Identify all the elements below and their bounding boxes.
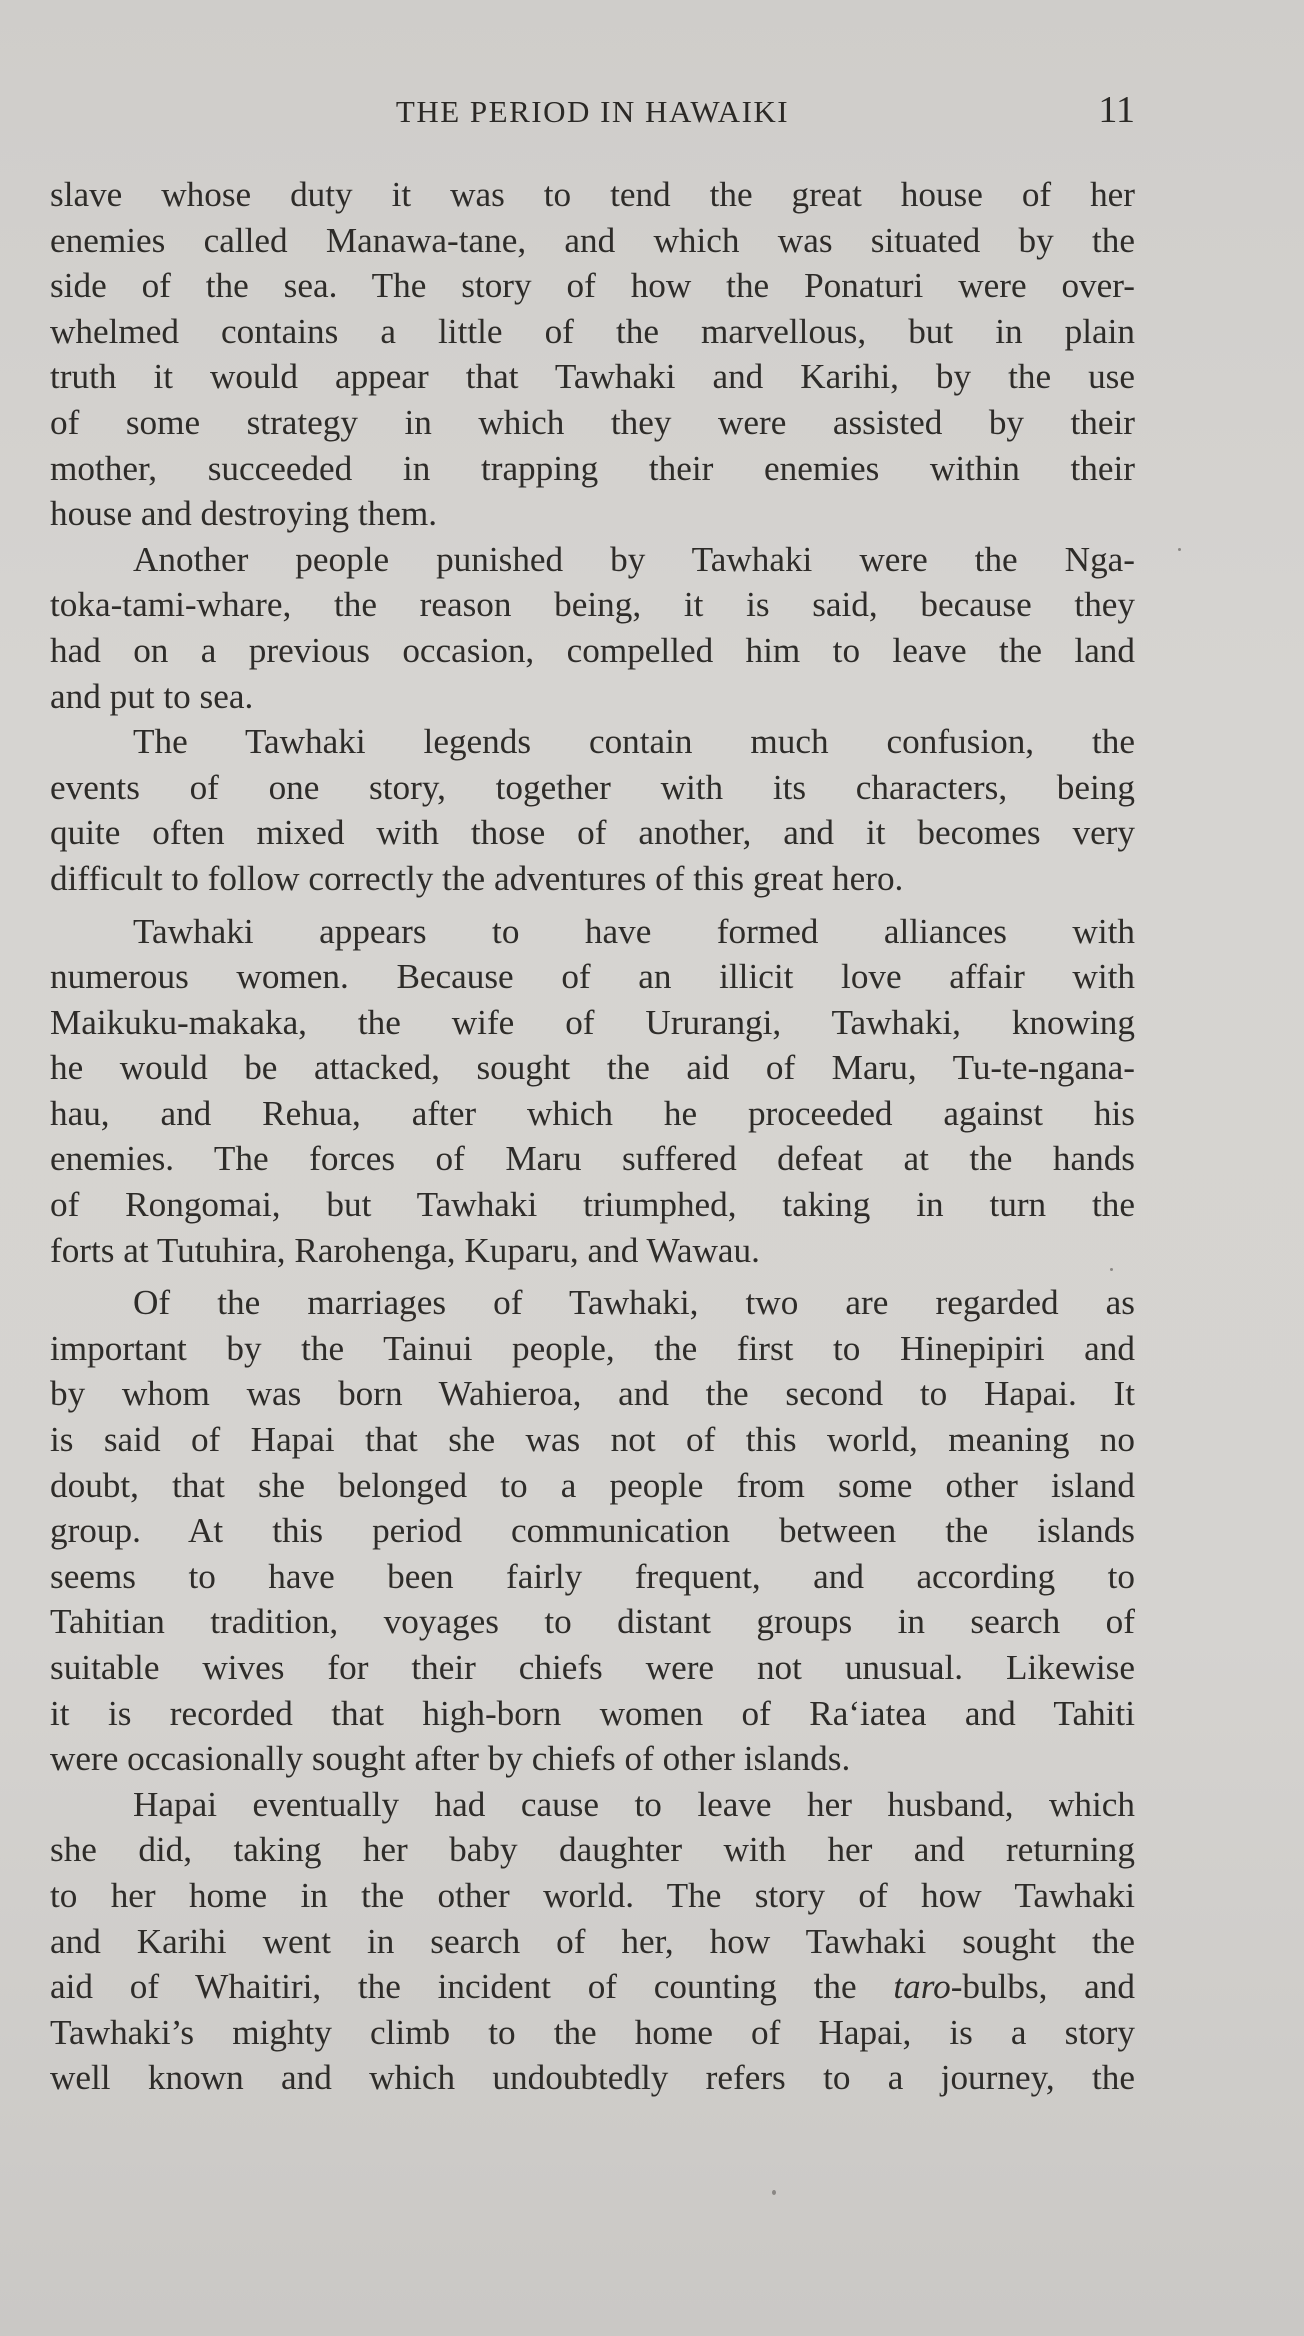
text-line: doubt, that she belonged to a people from some other island [50, 1465, 1135, 1505]
text-line: side of the sea. The story of how the Ponaturi were over- [50, 266, 1135, 306]
text-line: seems to have been fairly frequent, and according to [50, 1556, 1135, 1596]
text-line: enemies called Manawa-tane, and which was situated by the [50, 220, 1135, 260]
text-line: Of the marriages of Tawhaki, two are regarded as [133, 1283, 1135, 1323]
text-line: Tawhaki appears to have formed alliances with [133, 911, 1135, 951]
text-line: it is recorded that high-born women of Ra‘iatea and Tahiti [50, 1693, 1135, 1733]
text-line: and put to sea. [50, 676, 254, 716]
text-line: group. At this period communication between the islands [50, 1511, 1135, 1551]
text-span: -bulbs, and [950, 1967, 1135, 2007]
text-line: Another people punished by Tawhaki were the Nga- [133, 539, 1135, 579]
text-line: slave whose duty it was to tend the great house of her [50, 175, 1135, 214]
text-line: forts at Tutuhira, Rarohenga, Kuparu, and Wawau. [50, 1230, 760, 1270]
body-text [50, 172, 1135, 2101]
paper-speck [1178, 548, 1181, 551]
page-number: 11 [1098, 89, 1135, 131]
text-line: of Rongomai, but Tawhaki triumphed, taking in turn the [50, 1185, 1135, 1225]
text-line: whelmed contains a little of the marvellous, but in plain [50, 311, 1135, 351]
text-line: suitable wives for their chiefs were not unusual. Likewise [50, 1648, 1135, 1687]
italic-word: taro [893, 1967, 951, 2007]
running-header [50, 88, 1135, 138]
text-line: house and destroying them. [50, 494, 437, 534]
text-line: were occasionally sought after by chiefs of other islands. [50, 1739, 851, 1779]
text-span: aid of Whaitiri, the incident of counting the [50, 1967, 894, 2007]
text-line-with-italic [50, 1964, 1135, 2010]
text-line: of some strategy in which they were assisted by their [50, 402, 1135, 442]
text-line: she did, taking her baby daughter with her and returning [50, 1830, 1135, 1870]
paper-speck [1110, 1268, 1113, 1271]
text-line: had on a previous occasion, compelled him to leave the land [50, 630, 1135, 670]
paper-speck [772, 2190, 776, 2195]
text-line: difficult to follow correctly the adventures of this great hero. [50, 858, 904, 898]
text-line: hau, and Rehua, after which he proceeded against his [50, 1093, 1135, 1133]
text-line: enemies. The forces of Maru suffered defeat at the hands [50, 1139, 1135, 1179]
text-line: quite often mixed with those of another, and it becomes very [50, 813, 1135, 853]
text-line: by whom was born Wahieroa, and the second to Hapai. It [50, 1374, 1135, 1414]
text-line: and Karihi went in search of her, how Tawhaki sought the [50, 1921, 1135, 1961]
text-line: to her home in the other world. The story of how Tawhaki [50, 1875, 1135, 1915]
text-line: important by the Tainui people, the first to Hinepipiri and [50, 1328, 1135, 1368]
chapter-title: THE PERIOD IN HAWAIKI [395, 94, 790, 129]
text-line: Tawhaki’s mighty climb to the home of Hapai, is a story [50, 2012, 1135, 2052]
text-line: Maikuku-makaka, the wife of Ururangi, Tawhaki, knowing [50, 1002, 1135, 1042]
text-line: mother, succeeded in trapping their enemies within their [50, 448, 1135, 488]
text-line: Tahitian tradition, voyages to distant groups in search of [50, 1602, 1135, 1642]
text-line: Hapai eventually had cause to leave her husband, which [133, 1784, 1135, 1824]
text-line: he would be attacked, sought the aid of Maru, Tu-te-ngana- [50, 1048, 1135, 1088]
text-line: events of one story, together with its characters, being [50, 767, 1135, 807]
text-line: numerous women. Because of an illicit love affair with [50, 957, 1135, 997]
text-line: The Tawhaki legends contain much confusion, the [133, 722, 1135, 762]
text-line: is said of Hapai that she was not of this world, meaning no [50, 1420, 1135, 1460]
text-line: well known and which undoubtedly refers to a journey, the [50, 2058, 1135, 2098]
text-line: toka-tami-whare, the reason being, it is said, because they [50, 585, 1135, 625]
text-line: truth it would appear that Tawhaki and Karihi, by the use [50, 357, 1135, 397]
